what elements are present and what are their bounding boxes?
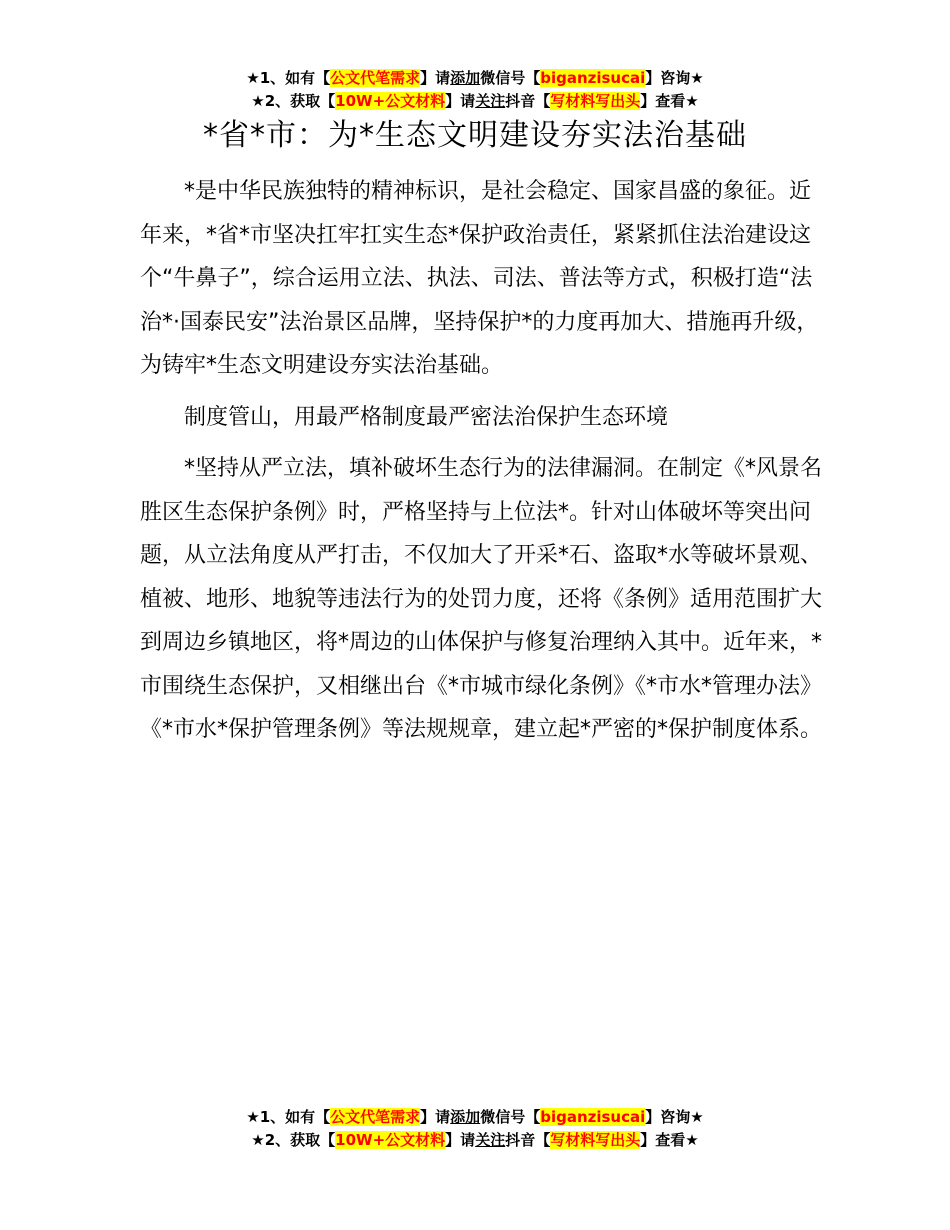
promo-highlight: biganzisucai xyxy=(540,69,646,87)
promo-text: 】咨询 xyxy=(645,1108,691,1126)
document-body xyxy=(140,170,830,760)
body-paragraph: *是中华民族独特的精神标识，是社会稳定、国家昌盛的象征。近年来，*省*市坚决扛牢扛实生态*保护政治责任，紧紧抓住法治建设这个“牛鼻子”，综合运用立法、执法、司法、普法等方式，积极打造“法治*·国泰民安”法治景区品牌，坚持保护*的力度再加大、措施再升级，为铸牢*生态文明建设夯实法治基础。 xyxy=(140,179,819,378)
promo-text: 】请 xyxy=(445,1131,476,1149)
promo-underline: 关注 xyxy=(475,1131,506,1149)
promo-underline: 添加 xyxy=(450,69,481,87)
promo-text: 微信号【 xyxy=(480,69,541,87)
promo-text: 2、获取【 xyxy=(264,1131,336,1149)
body-paragraph: *坚持从严立法，填补破坏生态行为的法律漏洞。在制定《*风景名胜区生态保护条例》时，严格坚持与上位法*。针对山体破坏等突出问题，从立法角度从严打击，不仅加大了开采*石、盗取*水等破坏景观、植被、地形、地貌等违法行为的处罚力度，还将《条例》适用范围扩大到周边乡镇地区，将*周边的山体保护与修复治理纳入其中。近年来，*市围绕生态保护，又相继出台《*市城市绿化条例》《*市水*管理办法》《*市水*保护管理条例》等法规规章，建立起*严密的*保护制度体系。 xyxy=(140,456,823,742)
star-icon: ★ xyxy=(685,1131,699,1149)
promo-underline: 添加 xyxy=(450,1108,481,1126)
document-title: *省*市：为*生态文明建设夯实法治基础 xyxy=(203,118,747,153)
promo-highlight: 公文代笔需求 xyxy=(330,1108,421,1126)
promo-text: 1、如有【 xyxy=(259,1108,331,1126)
star-icon: ★ xyxy=(685,92,699,110)
promo-text: 1、如有【 xyxy=(259,69,331,87)
section-heading: 制度管山，用最严格制度最严密法治保护生态环境 xyxy=(184,404,669,430)
promo-highlight: 公文代笔需求 xyxy=(330,69,421,87)
promo-line-1 xyxy=(0,1106,950,1129)
promo-line-1 xyxy=(0,67,950,90)
promo-text: 】查看 xyxy=(640,1131,686,1149)
star-icon: ★ xyxy=(690,1108,704,1126)
promo-text: 】请 xyxy=(445,92,476,110)
promo-underline: 关注 xyxy=(475,92,506,110)
promo-highlight: 写材料写出头 xyxy=(550,1131,641,1149)
star-icon: ★ xyxy=(246,1108,260,1126)
promo-highlight: 10W+公文材料 xyxy=(335,1131,446,1149)
promo-highlight: 10W+公文材料 xyxy=(335,92,446,110)
promo-line-2 xyxy=(0,90,950,113)
promo-line-2 xyxy=(0,1129,950,1152)
promo-highlight: 写材料写出头 xyxy=(550,92,641,110)
bottom-promo-banner xyxy=(0,1106,950,1152)
top-promo-banner xyxy=(0,67,950,113)
star-icon: ★ xyxy=(246,69,260,87)
promo-text: 2、获取【 xyxy=(264,92,336,110)
star-icon: ★ xyxy=(690,69,704,87)
promo-highlight: biganzisucai xyxy=(540,1108,646,1126)
promo-text: 抖音【 xyxy=(505,92,551,110)
star-icon: ★ xyxy=(251,92,265,110)
promo-text: 】查看 xyxy=(640,92,686,110)
promo-text: 抖音【 xyxy=(505,1131,551,1149)
promo-text: 】咨询 xyxy=(645,69,691,87)
promo-text: 微信号【 xyxy=(480,1108,541,1126)
promo-text: 】请 xyxy=(420,1108,451,1126)
star-icon: ★ xyxy=(251,1131,265,1149)
promo-text: 】请 xyxy=(420,69,451,87)
